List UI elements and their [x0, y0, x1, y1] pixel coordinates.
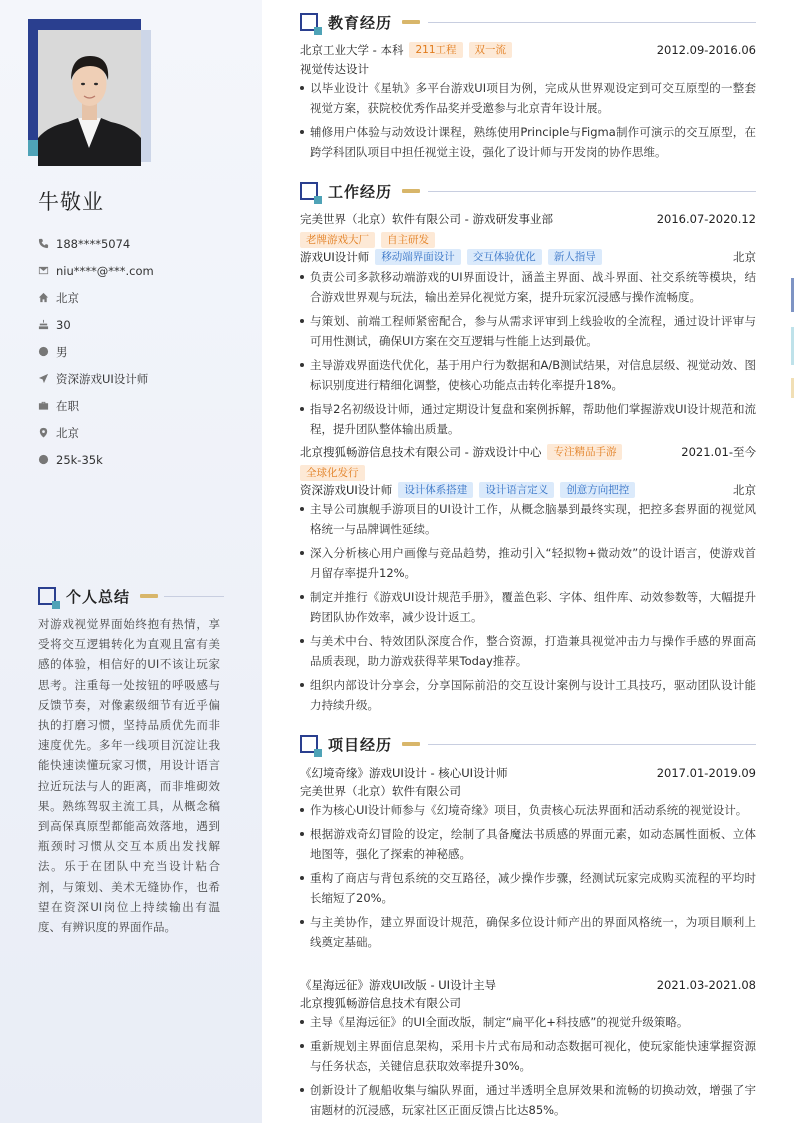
list-item: 根据游戏奇幻冒险的设定，绘制了具备魔法书质感的界面元素，如动态属性面板、立体地图等，强化了探索的神秘感。: [300, 824, 756, 864]
job-role-row: [300, 481, 756, 499]
role-tag: 新人指导: [548, 249, 602, 265]
info-status-text: 在职: [56, 398, 79, 413]
company-tag: 专注精品手游: [547, 444, 622, 460]
info-age: [38, 311, 248, 338]
section-square-icon: [38, 587, 56, 605]
list-item: 深入分析核心用户画像与竞品趋势，推动引入“轻拟物+微动效”的设计语言，使游戏首月留存率提升12%。: [300, 543, 756, 583]
job-company-row: [300, 210, 756, 228]
job-bullets: [300, 267, 756, 439]
sidebar: [0, 0, 262, 1123]
role-tag: 设计体系搭建: [398, 482, 473, 498]
list-item: 与主美协作，建立界面设计规范，确保多位设计师产出的界面风格统一，为项目顺利上线奠定基础。: [300, 912, 756, 952]
list-item: 与策划、前端工程师紧密配合，参与从需求评审到上线验收的全流程，通过设计评审与可用性测试，确保UI方案在交互逻辑与性能上达到最优。: [300, 311, 756, 351]
photo-frame-shadow: [140, 30, 151, 162]
project-name: 《幻境奇缘》游戏UI设计 - 核心UI设计师: [300, 766, 508, 780]
title-accent-bar: [402, 189, 420, 193]
title-divider: [428, 22, 756, 23]
summary-text: 对游戏视觉界面始终抱有热情，享受将交互逻辑转化为直观且富有美感的体验，相信好的UI不该让玩家思考。注重每一处按钮的呼吸感与反馈节奏，对像素级细节有近乎偏执的打磨习惯，坚持品质优先而非速度优先。多年一线项目沉淀让我能快速读懂玩家习惯，用设计语言拉近玩法与人的距离，而非堆砌效果。熟练驾驭主流工具，从概念稿到高保真原型都能高效落地，遇到瓶颈时习惯从交互本质出发找解法。乐于在团队中充当设计粘合剂，与策划、美术无缝协作，也希望在资深UI岗位上持续输出有温度、有辨识度的界面作品。: [38, 617, 220, 935]
summary-header: [38, 585, 224, 607]
education-major-row: [300, 60, 756, 78]
title-accent-bar: [402, 742, 420, 746]
project-company-row: [300, 994, 756, 1012]
title-divider: [164, 596, 224, 597]
project-company: 完美世界（北京）软件有限公司: [300, 784, 461, 798]
education-major: 视觉传达设计: [300, 62, 369, 76]
list-item: 主导游戏界面迭代优化，基于用户行为数据和A/B测试结果，对信息层级、视觉动效、图标识别度进行精细化调整，使核心功能点击转化率提升18%。: [300, 355, 756, 395]
cake-icon: [38, 319, 56, 330]
project-name-row: [300, 976, 756, 994]
job-date: 2016.07-2020.12: [656, 212, 756, 226]
info-salary-text: 25k-35k: [56, 452, 103, 467]
education-bullets: [300, 78, 756, 162]
list-item: 重新规划主界面信息架构，采用卡片式布局和动态数据可视化，使玩家能快速掌握资源与任务状态，关键信息获取效率提升30%。: [300, 1036, 756, 1076]
section-square-icon: [300, 735, 318, 753]
list-item: 组织内部设计分享会，分享国际前沿的交互设计案例与设计工具技巧，驱动团队设计能力持续升级。: [300, 675, 756, 715]
mail-icon: [38, 265, 56, 276]
home-icon: [38, 292, 56, 303]
summary-title: 个人总结: [66, 587, 131, 606]
role-tag: 设计语言定义: [479, 482, 554, 498]
info-target-city-text: 北京: [56, 425, 79, 440]
education-school-row: [300, 41, 756, 59]
project-date: 2021.03-2021.08: [656, 978, 756, 992]
project-name: 《星海远征》游戏UI改版 - UI设计主导: [300, 978, 497, 992]
info-phone: [38, 230, 248, 257]
info-city-text: 北京: [56, 290, 79, 305]
education-title: 教育经历: [328, 13, 393, 32]
list-item: 辅修用户体验与动效设计课程，熟练使用Principle与Figma制作可演示的交互原型，在跨学科团队项目中担任视觉主设，强化了设计师与开发岗的协作思维。: [300, 122, 756, 162]
list-item: 主导公司旗舰手游项目的UI设计工作，从概念脑暴到最终实现，把控多套界面的视觉风格统一与品牌调性延续。: [300, 499, 756, 539]
job-date: 2021.01-至今: [681, 445, 756, 459]
list-item: 指导2名初级设计师，通过定期设计复盘和案例拆解，帮助他们掌握游戏UI设计规范和流程，提升团队整体输出质量。: [300, 399, 756, 439]
money-icon: [38, 454, 56, 465]
title-divider: [428, 191, 756, 192]
job-company-tags: [300, 464, 756, 482]
info-city: [38, 284, 248, 311]
profile-info-list: [38, 230, 248, 473]
school-name: 北京工业大学 - 本科: [300, 43, 404, 57]
project-date: 2017.01-2019.09: [656, 766, 756, 780]
education-header: [300, 11, 756, 33]
info-phone-text: 188****5074: [56, 236, 131, 251]
title-accent-bar: [402, 20, 420, 24]
profile-name: 牛敬业: [38, 190, 104, 214]
role-tag: 交互体验优化: [467, 249, 542, 265]
job-company: 完美世界（北京）软件有限公司 - 游戏研发事业部: [300, 212, 553, 226]
job-company-tags: [300, 231, 756, 249]
project-company-row: [300, 782, 756, 800]
school-tag: 211工程: [409, 42, 462, 58]
phone-icon: [38, 238, 56, 249]
job-role: 资深游戏UI设计师: [300, 483, 393, 497]
project-bullets: [300, 1012, 756, 1120]
role-tag: 移动端界面设计: [375, 249, 461, 265]
school-tag: 双一流: [469, 42, 513, 58]
project-bullets: [300, 800, 756, 952]
list-item: 主导《星海远征》的UI全面改版，制定“扁平化+科技感”的视觉升级策略。: [300, 1012, 756, 1032]
job-city: 北京: [733, 483, 756, 497]
title-accent-bar: [140, 594, 158, 598]
job-company-row: [300, 443, 756, 461]
info-age-text: 30: [56, 317, 71, 332]
section-square-icon: [300, 13, 318, 31]
projects-title: 项目经历: [328, 735, 393, 754]
list-item: 创新设计了舰船收集与编队界面，通过半透明全息屏效果和流畅的切换动效，增强了宇宙题材的沉浸感，玩家社区正面反馈占比达85%。: [300, 1080, 756, 1120]
job-company: 北京搜狐畅游信息技术有限公司 - 游戏设计中心: [300, 445, 542, 459]
location-pin-icon: [38, 427, 56, 438]
info-target-city: [38, 419, 248, 446]
info-position-text: 资深游戏UI设计师: [56, 371, 149, 386]
job-city: 北京: [733, 250, 756, 264]
list-item: 负责公司多款移动端游戏的UI界面设计，涵盖主界面、战斗界面、社交系统等模块，结合游戏世界观与玩法，输出差异化视觉方案，提升玩家沉浸感与操作流畅度。: [300, 267, 756, 307]
gender-icon: [38, 346, 56, 357]
list-item: 以毕业设计《星轨》多平台游戏UI项目为例，完成从世界观设定到可交互原型的一整套视觉方案，获院校优秀作品奖并受邀参与北京青年设计展。: [300, 78, 756, 118]
info-gender: [38, 338, 248, 365]
list-item: 重构了商店与背包系统的交互路径，减少操作步骤，经测试玩家完成购买流程的平均时长缩短了20%。: [300, 868, 756, 908]
project-name-row: [300, 764, 756, 782]
projects-header: [300, 733, 756, 755]
project-company: 北京搜狐畅游信息技术有限公司: [300, 996, 461, 1010]
company-tag: 老牌游戏大厂: [300, 232, 375, 248]
avatar: [38, 30, 141, 166]
title-divider: [428, 744, 756, 745]
work-title: 工作经历: [328, 182, 393, 201]
info-position: [38, 365, 248, 392]
info-email: [38, 257, 248, 284]
job-role-row: [300, 248, 756, 266]
info-email-text: niu****@***.com: [56, 263, 154, 278]
section-square-icon: [300, 182, 318, 200]
info-gender-text: 男: [56, 344, 68, 359]
company-tag: 全球化发行: [300, 465, 365, 481]
list-item: 制定并推行《游戏UI设计规范手册》，覆盖色彩、字体、组件库、动效参数等，大幅提升跨团队协作效率，减少设计返工。: [300, 587, 756, 627]
company-tag: 自主研发: [381, 232, 435, 248]
role-tag: 创意方向把控: [560, 482, 635, 498]
job-role: 游戏UI设计师: [300, 250, 370, 264]
education-date: 2012.09-2016.06: [656, 43, 756, 57]
briefcase-icon: [38, 400, 56, 411]
list-item: 与美术中台、特效团队深度合作，整合资源，打造兼具视觉冲击力与操作手感的界面高品质表现，助力游戏获得苹果Today推荐。: [300, 631, 756, 671]
info-status: [38, 392, 248, 419]
send-icon: [38, 373, 56, 384]
list-item: 作为核心UI设计师参与《幻境奇缘》项目，负责核心玩法界面和活动系统的视觉设计。: [300, 800, 756, 820]
info-salary: [38, 446, 248, 473]
work-header: [300, 180, 756, 202]
job-bullets: [300, 499, 756, 715]
